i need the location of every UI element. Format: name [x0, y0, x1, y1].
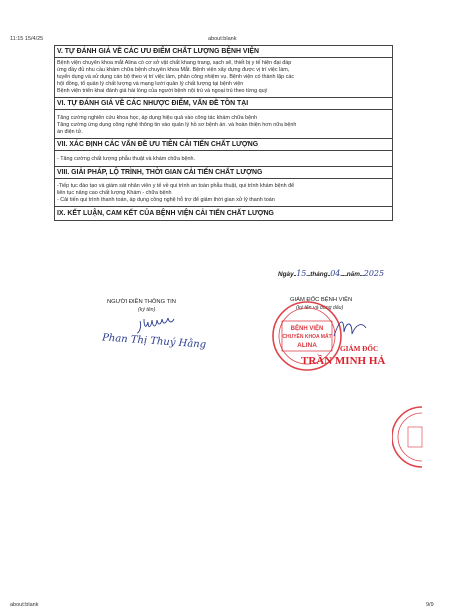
- section-body: [55, 179, 392, 206]
- date-day-value: 15: [296, 269, 307, 278]
- body-line: -Tiếp tục đào tạo và giám sát nhân viên y tế về qui trình an toàn phẫu thuật, qui trình khám bệnh để: [57, 183, 295, 189]
- print-datetime: 11:15 15/4/25: [10, 36, 44, 42]
- director-title: GIÁM ĐỐC: [340, 345, 379, 353]
- section-body: [55, 58, 392, 97]
- left-signer-title: NGƯỜI ĐIỀN THÔNG TIN: [107, 299, 176, 305]
- section-body: [55, 151, 392, 166]
- section-5: [55, 46, 392, 98]
- print-url-title: about:blank: [208, 36, 237, 42]
- body-line: án điện tử.: [57, 129, 83, 135]
- print-page-number: 9/9: [426, 602, 434, 608]
- right-signer-sub: (ký tên và đóng dấu): [296, 305, 344, 311]
- director-signature: [330, 314, 370, 344]
- report-table: [54, 45, 393, 221]
- edge-seal: [392, 405, 432, 469]
- left-signature: [136, 313, 180, 337]
- body-line: hội đồng, tổ quản lý chất lượng và mạng lưới quản lý chất lượng tại bệnh viện: [57, 81, 244, 87]
- section-6: [55, 98, 392, 139]
- date-year-label: năm: [346, 271, 360, 278]
- stamp-line: ALINA: [297, 342, 317, 349]
- director-name: TRẦN MINH HẢ: [301, 355, 386, 367]
- body-line: tuyển dụng và sử dụng cán bộ theo vị trí việc làm, phân công nhiệm vụ. Bệnh viện có thành lập các: [57, 74, 295, 80]
- stamp-line: BỆNH VIỆN: [290, 326, 324, 332]
- signing-date: Ngày..15...tháng..04.....năm...2025: [278, 269, 385, 278]
- date-day-label: Ngày: [278, 271, 294, 278]
- body-line: Tăng cường ứng dụng công nghệ thông tin vào quản lý hồ sơ bệnh án. và hoàn thiện hơn nữa bệnh: [57, 122, 297, 128]
- print-footer-url: about:blank: [10, 602, 39, 608]
- date-month-value: 04: [330, 269, 341, 278]
- body-line: liên tục nâng cao chất lượng Khám - chữa bệnh: [57, 190, 172, 196]
- body-line: - Cải tiến qui trình thanh toán, áp dụng công nghệ hỗ trợ để giảm thời gian xử lý thanh toán: [57, 197, 275, 203]
- date-year-value: 2025: [363, 269, 385, 278]
- body-line: Tăng cường nghiên cứu khoa học, áp dụng hiệu quả vào công tác khám chữa bệnh: [57, 115, 258, 121]
- section-heading: VII. XÁC ĐỊNH CÁC VẤN ĐỀ ƯU TIÊN CẢI TIẾN CHẤT LƯỢNG: [55, 139, 392, 151]
- body-line: Bệnh viện triển khai đánh giá hài lòng của người bệnh nội trú và ngoại trú theo từng quý: [57, 88, 268, 94]
- section-9: [55, 207, 392, 220]
- section-heading: VIII. GIẢI PHÁP, LỘ TRÌNH, THỜI GIAN CẢI TIẾN CHẤT LƯỢNG: [55, 167, 392, 179]
- section-heading: V. TỰ ĐÁNH GIÁ VỀ CÁC ƯU ĐIỂM CHẤT LƯỢNG BỆNH VIỆN: [55, 46, 392, 58]
- section-heading: VI. TỰ ĐÁNH GIÁ VỀ CÁC NHƯỢC ĐIỂM, VẤN ĐỀ TỒN TẠI: [55, 98, 392, 110]
- body-line: - Tăng cường chất lượng phẫu thuật và khám chữa bệnh.: [57, 156, 195, 162]
- right-signer-title: GIÁM ĐỐC BỆNH VIỆN: [290, 297, 353, 303]
- date-month-label: tháng: [310, 271, 328, 278]
- left-signer-sub: (ký tên): [138, 307, 156, 313]
- left-signer-handwritten-name: Phan Thị Thuý Hằng: [101, 332, 207, 351]
- section-heading: IX. KẾT LUẬN, CAM KẾT CỦA BỆNH VIỆN CẢI TIẾN CHẤT LƯỢNG: [57, 210, 274, 217]
- body-line: ứng đầy đủ nhu cầu khám chữa bệnh chuyên khoa Mắt. Bệnh viện xây dựng được vị trí việc làm,: [57, 67, 290, 73]
- body-line: Bệnh viện chuyên khoa mắt Alina có cơ sở vật chất khang trang, sạch sẽ, thiết bị y tế hiện đại đáp: [57, 60, 292, 66]
- section-7: [55, 139, 392, 167]
- section-body: [55, 110, 392, 138]
- stamp-line: CHUYÊN KHOA MẮT: [282, 334, 332, 340]
- section-8: [55, 167, 392, 207]
